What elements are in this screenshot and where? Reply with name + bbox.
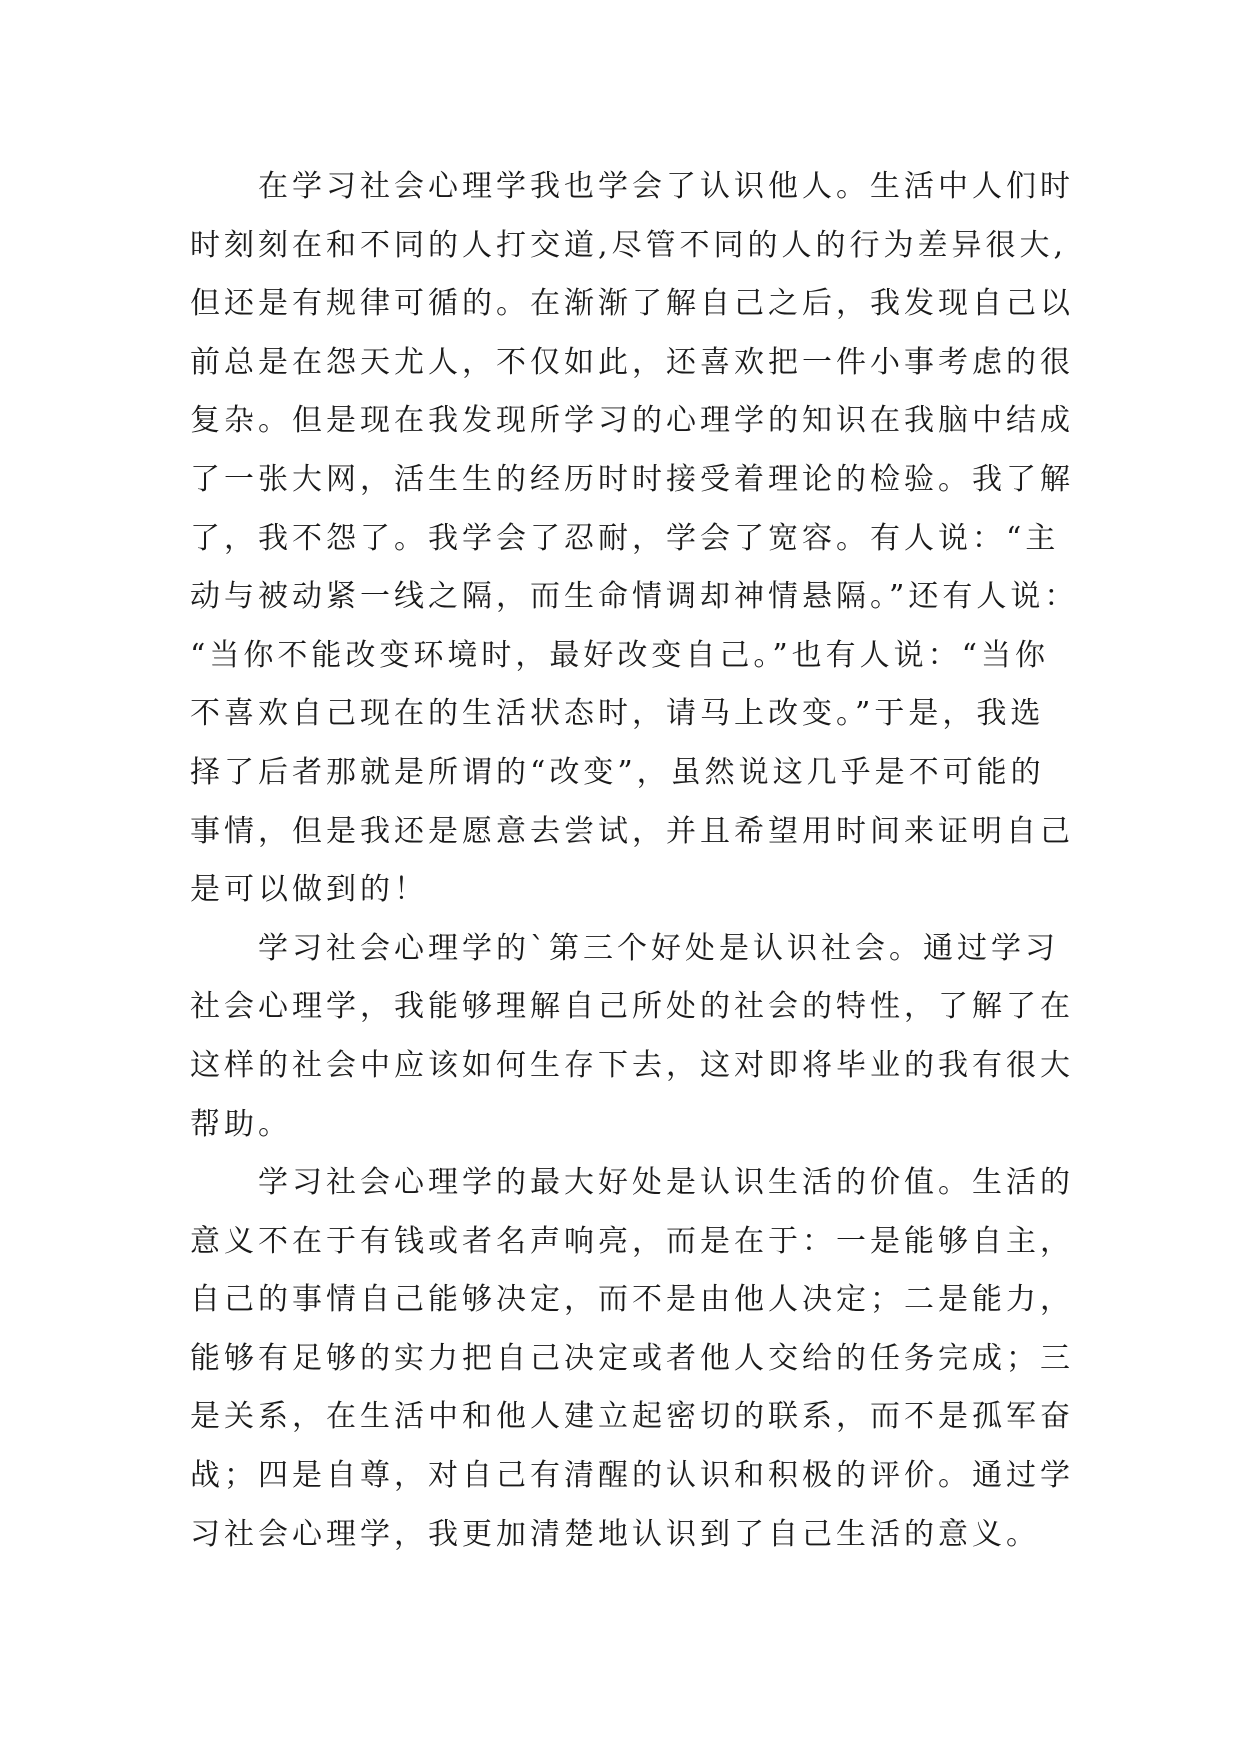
paragraph-line: 帮助。 [190, 1106, 292, 1142]
paragraph-line: 了一张大网，活生生的经历时时接受着理论的检验。我了解 [190, 461, 1074, 497]
paragraph-line: 这样的社会中应该如何生存下去，这对即将毕业的我有很大 [190, 1047, 1074, 1083]
paragraph-2 [190, 920, 1090, 1154]
paragraph-line: 是关系，在生活中和他人建立起密切的联系，而不是孤军奋 [190, 1399, 1074, 1435]
paragraph-3 [190, 1154, 1090, 1564]
paragraph-line: 前总是在怨天尤人，不仅如此，还喜欢把一件小事考虑的很 [190, 344, 1074, 380]
paragraph-line: 习社会心理学，我更加清楚地认识到了自己生活的意义。 [190, 1516, 1040, 1552]
paragraph-line: 是可以做到的！ [190, 872, 428, 908]
paragraph-line: 意义不在于有钱或者名声响亮，而是在于：一是能够自主， [190, 1223, 1074, 1259]
paragraph-line: 不喜欢自己现在的生活状态时，请马上改变。”于是，我选 [190, 696, 1045, 732]
paragraph-line: 择了后者那就是所谓的“改变”，虽然说这几乎是不可能的 [190, 754, 1045, 790]
paragraph-line: 学习社会心理学的`第三个好处是认识社会。通过学习 [258, 930, 1059, 966]
paragraph-line: 能够有足够的实力把自己决定或者他人交给的任务完成；三 [190, 1340, 1074, 1376]
paragraph-line: 在学习社会心理学我也学会了认识他人。生活中人们时 [258, 169, 1074, 204]
paragraph-line: 学习社会心理学的最大好处是认识生活的价值。生活的 [258, 1165, 1074, 1201]
paragraph-line: 社会心理学，我能够理解自己所处的社会的特性，了解了在 [190, 989, 1074, 1025]
paragraph-line: 了，我不怨了。我学会了忍耐，学会了宽容。有人说：“主 [190, 520, 1060, 556]
paragraph-line: 自己的事情自己能够决定，而不是由他人决定；二是能力， [190, 1282, 1074, 1318]
paragraph-line: 但还是有规律可循的。在渐渐了解自己之后，我发现自己以 [190, 286, 1074, 322]
paragraph-line: 时刻刻在和不同的人打交道,尽管不同的人的行为差异很大, [190, 227, 1068, 263]
paragraph-1 [190, 158, 1090, 920]
paragraph-line: 动与被动紧一线之隔，而生命情调却神情悬隔。”还有人说： [190, 579, 1079, 615]
paragraph-line: 事情，但是我还是愿意去尝试，并且希望用时间来证明自己 [190, 813, 1074, 849]
paragraph-line: 复杂。但是现在我发现所学习的心理学的知识在我脑中结成 [190, 403, 1074, 439]
document-body [190, 158, 1090, 1564]
paragraph-line: 战；四是自尊，对自己有清醒的认识和积极的评价。通过学 [190, 1458, 1074, 1494]
paragraph-line: “当你不能改变环境时，最好改变自己。”也有人说：“当你 [190, 637, 1050, 673]
